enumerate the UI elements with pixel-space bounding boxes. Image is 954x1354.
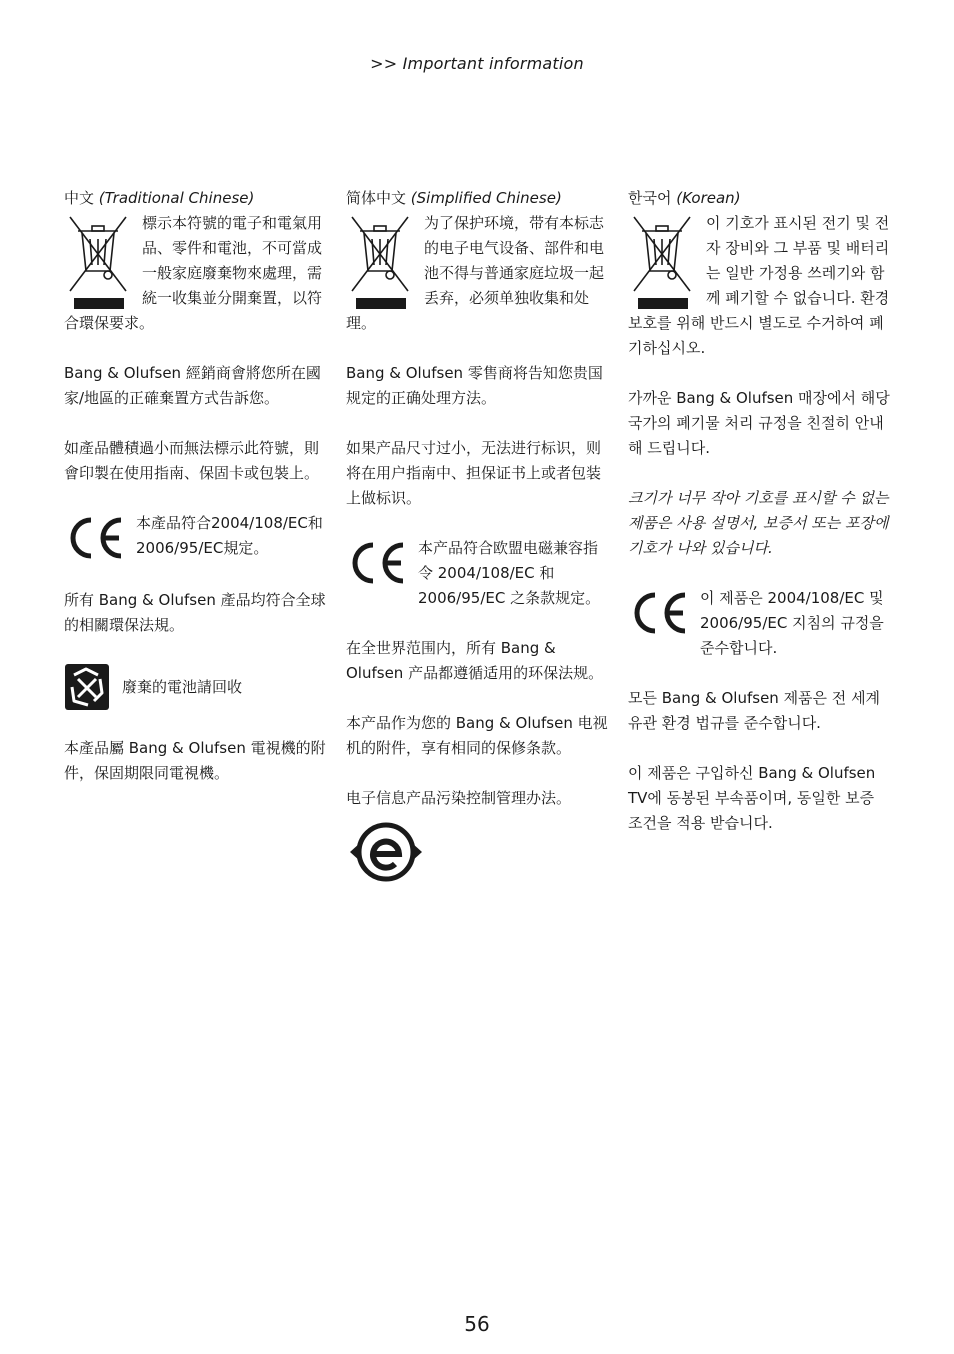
- accessory-warranty-text: 本产品作为您的 Bang & Olufsen 电视机的附件，享有相同的保修条款。: [346, 714, 608, 757]
- ce-paragraph: [64, 511, 328, 563]
- weee-text: 標示本符號的電子和電氣用品、零件和電池，不可當成一般家庭廢棄物來處理，需統一收集並分開棄置，以符合環保要求。: [64, 214, 323, 332]
- ce-text: 本产品符合欧盟电磁兼容指令 2004/108/EC 和 2006/95/EC 之条款规定。: [418, 539, 601, 607]
- column-traditional-chinese: [64, 186, 328, 811]
- ce-paragraph: [628, 586, 892, 661]
- language-title: [346, 186, 610, 211]
- ce-paragraph: [346, 536, 610, 611]
- accessory-warranty-text: 本產品屬 Bang & Olufsen 電視機的附件，保固期限同電視機。: [64, 739, 326, 782]
- language-native-name: 中文: [64, 189, 95, 207]
- page-number: 56: [464, 1312, 490, 1336]
- column-simplified-chinese: [346, 186, 610, 893]
- language-title: [628, 186, 892, 211]
- dealer-text: Bang & Olufsen 零售商将告知您贵国规定的正确处理方法。: [346, 364, 603, 407]
- small-product-text: 크기가 너무 작아 기호를 표시할 수 없는 제품은 사용 설명서, 보증서 또는 포장에 기호가 나와 있습니다.: [628, 489, 889, 557]
- page-header: >> Important information: [370, 54, 584, 73]
- language-native-name: 简体中文: [346, 189, 407, 207]
- weee-text: 为了保护环境，带有本标志的电子电气设备、部件和电池不得与普通家庭垃圾一起丢弃，必须单独收集和处理。: [346, 214, 605, 332]
- weee-paragraph: [64, 211, 328, 336]
- battery-recycle-icon: [64, 663, 110, 711]
- language-title: [64, 186, 328, 211]
- crossed-out-bin-icon: [64, 211, 132, 311]
- pollution-control-text: 电子信息产品污染控制管理办法。: [346, 789, 572, 807]
- crossed-out-bin-icon: [346, 211, 414, 311]
- language-english-name: (Korean): [676, 189, 741, 207]
- language-native-name: 한국어: [628, 189, 672, 207]
- column-korean: [628, 186, 892, 861]
- weee-paragraph: [346, 211, 610, 336]
- ce-text: 本產品符合2004/108/EC和2006/95/EC規定。: [136, 514, 323, 557]
- global-regulations-text: 在全世界范围内，所有 Bang & Olufsen 产品都遵循适用的环保法规。: [346, 639, 604, 682]
- language-english-name: (Simplified Chinese): [410, 189, 562, 207]
- dealer-text: 가까운 Bang & Olufsen 매장에서 해당 국가의 폐기물 처리 규정을 친절히 안내해 드립니다.: [628, 389, 890, 457]
- battery-recycle-text: 廢棄的電池請回收: [122, 677, 243, 696]
- global-regulations-text: 모든 Bang & Olufsen 제품은 전 세계 유관 환경 법규를 준수합니다.: [628, 689, 881, 732]
- battery-recycle-row: [64, 663, 328, 711]
- ce-mark-icon: [628, 588, 690, 638]
- weee-paragraph: [628, 211, 892, 361]
- china-rohs-e-icon: [346, 819, 610, 893]
- weee-text: 이 기호가 표시된 전기 및 전자 장비와 그 부품 및 배터리는 일반 가정용 쓰레기와 함께 폐기할 수 없습니다. 환경 보호를 위해 반드시 별도로 수거하여 폐기하십시오.: [628, 214, 890, 357]
- ce-text: 이 제품은 2004/108/EC 및 2006/95/EC 지침의 규정을 준수합니다.: [700, 589, 884, 657]
- dealer-text: Bang & Olufsen 經銷商會將您所在國家/地區的正確棄置方式告訴您。: [64, 364, 321, 407]
- accessory-warranty-text: 이 제품은 구입하신 Bang & Olufsen TV에 동봉된 부속품이며, 동일한 보증 조건을 적용 받습니다.: [628, 764, 876, 832]
- small-product-text: 如產品體積過小而無法標示此符號，則會印製在使用指南、保固卡或包裝上。: [64, 439, 320, 482]
- language-english-name: (Traditional Chinese): [98, 189, 255, 207]
- small-product-text: 如果产品尺寸过小，无法进行标识，则将在用户指南中、担保证书上或者包装上做标识。: [346, 439, 602, 507]
- ce-mark-icon: [346, 538, 408, 588]
- global-regulations-text: 所有 Bang & Olufsen 產品均符合全球的相關環保法規。: [64, 591, 326, 634]
- crossed-out-bin-icon: [628, 211, 696, 311]
- ce-mark-icon: [64, 513, 126, 563]
